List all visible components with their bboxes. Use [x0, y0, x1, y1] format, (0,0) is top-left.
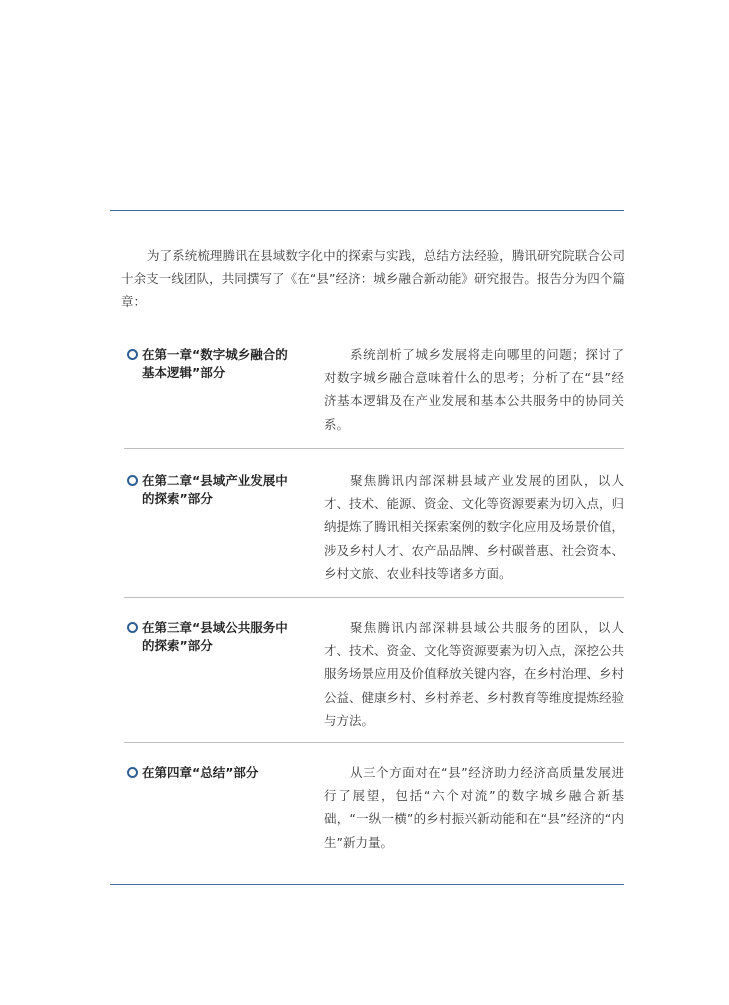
circle-bullet-icon	[127, 622, 138, 633]
circle-bullet-icon	[127, 475, 138, 486]
chapter-2-title: 在第二章“县域产业发展中的探索”部分	[142, 473, 288, 506]
section-divider	[124, 742, 624, 743]
chapter-1-title: 在第一章“数字城乡融合的基本逻辑”部分	[142, 347, 288, 380]
chapter-4-title: 在第四章“总结”部分	[142, 765, 259, 780]
chapter-4-description: 从三个方面对在“县”经济助力经济高质量发展进行了展望，包括“六个对流”的数字城乡融合新基础，“一纵一横”的乡村振兴新动能和在“县”经济的“内生”新力量。	[324, 765, 624, 850]
chapter-3-description: 聚焦腾讯内部深耕县域公共服务的团队，以人才、技术、资金、文化等资源要素为切入点，深挖公共服务场景应用及价值释放关键内容，在乡村治理、乡村公益、健康乡村、乡村养老、乡村教育等维度提炼经验与方法。	[324, 620, 625, 728]
chapter-1-description: 系统剖析了城乡发展将走向哪里的问题；探讨了对数字城乡融合意味着什么的思考；分析了在“县”经济基本逻辑及在产业发展和基本公共服务中的协同关系。	[324, 347, 624, 432]
bottom-rule	[110, 884, 624, 885]
chapter-2-description: 聚焦腾讯内部深耕县域产业发展的团队，以人才、技术、能源、资金、文化等资源要素为切入点，归纳提炼了腾讯相关探索案例的数字化应用及场景价值，涉及乡村人才、农产品品牌、乡村碳普惠、社会资本、乡村文旅、农业科技等诸多方面。	[324, 473, 625, 581]
section-divider	[124, 448, 624, 449]
circle-bullet-icon	[127, 349, 138, 360]
intro-paragraph: 为了系统梳理腾讯在县域数字化中的探索与实践，总结方法经验，腾讯研究院联合公司十余支一线团队，共同撰写了《在“县”经济：城乡融合新动能》研究报告。报告分为四个篇章：	[121, 248, 625, 309]
section-divider	[124, 597, 624, 598]
chapter-3-title: 在第三章“县域公共服务中的探索”部分	[142, 620, 288, 653]
circle-bullet-icon	[127, 767, 138, 778]
top-rule	[110, 210, 624, 211]
